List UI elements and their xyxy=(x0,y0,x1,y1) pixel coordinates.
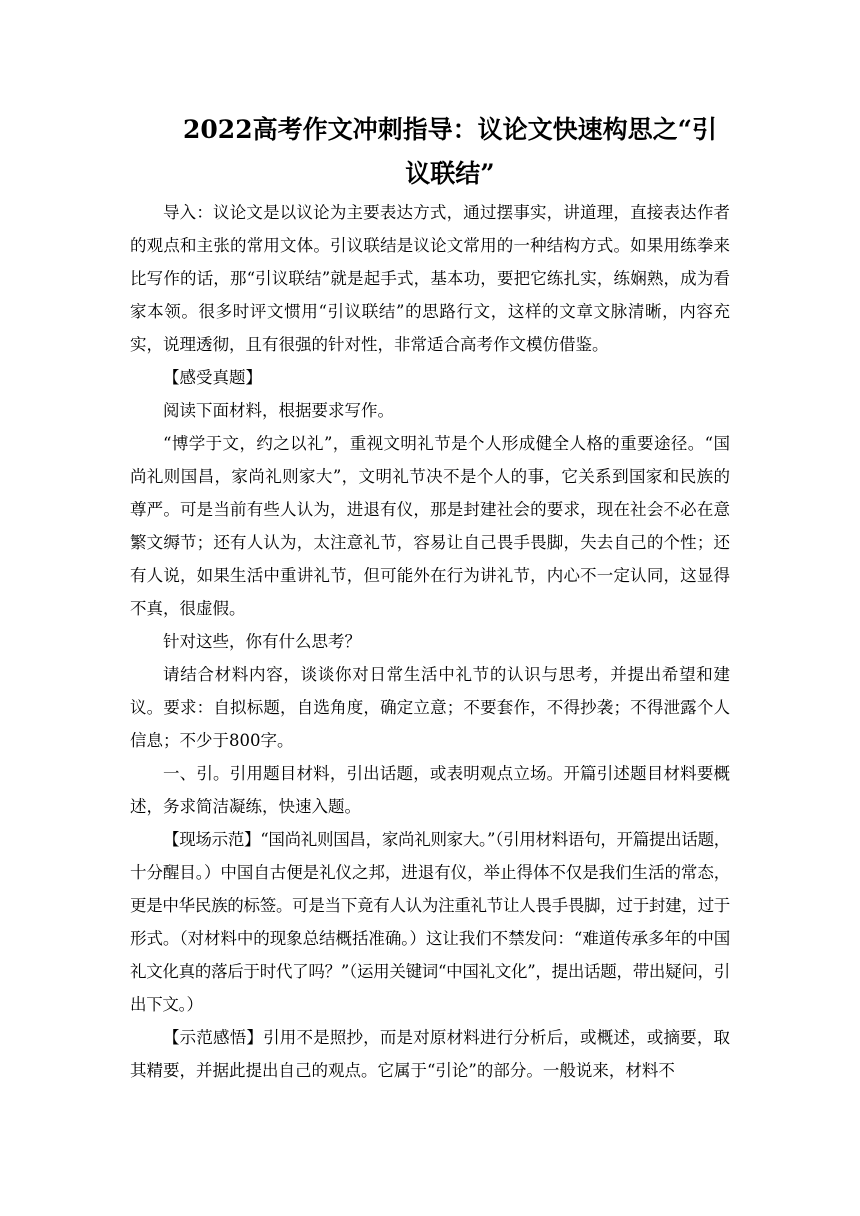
instruction-paragraph: 阅读下面材料，根据要求写作。 xyxy=(163,401,394,420)
insight-paragraph: 【示范感悟】引用不是照抄，而是对原材料进行分析后，或概述，或摘要，取其精要，并据此提出自己的观点。它属于“引论”的部分。一般说来，材料不 xyxy=(130,1028,730,1080)
document-body xyxy=(130,196,730,1087)
question-paragraph: 针对这些，你有什么思考？ xyxy=(163,632,361,651)
demo-paragraph: 【现场示范】“国尚礼则国昌，家尚礼则家大。”（引用材料语句，开篇提出话题，十分醒目。）中国自古便是礼仪之邦，进退有仪，举止得体不仅是我们生活的常态，更是中华民族的标签。可是当下竟有人认为注重礼节让人畏手畏脚，过于封建，过于形式。（对材料中的现象总结概括准确。）这让我们不禁发问：“难道传承多年的中国礼文化真的落后于时代了吗？”（运用关键词“中国礼文化”，提出话题，带出疑问，引出下文。） xyxy=(130,830,730,1014)
title-line-1: 2022高考作文冲刺指导：议论文快速构思之“引 xyxy=(183,115,717,144)
step-one-paragraph: 一、引。引用题目材料，引出话题，或表明观点立场。开篇引述题目材料要概述，务求简洁凝练，快速入题。 xyxy=(130,764,730,816)
section-heading-real-exam: 【感受真题】 xyxy=(163,368,262,387)
title-line-2: 议联结” xyxy=(405,159,495,188)
document-page xyxy=(130,108,730,1087)
material-paragraph: “博学于文，约之以礼”，重视文明礼节是个人形成健全人格的重要途径。“国尚礼则国昌，家尚礼则家大”，文明礼节决不是个人的事，它关系到国家和民族的尊严。可是当前有些人认为，进退有仪，那是封建社会的要求，现在社会不必在意繁文缛节；还有人认为，太注意礼节，容易让自己畏手畏脚，失去自己的个性；还有人说，如果生活中重讲礼节，但可能外在行为讲礼节，内心不一定认同，这显得不真，很虚假。 xyxy=(130,434,730,618)
document-title xyxy=(170,108,730,196)
intro-paragraph: 导入：议论文是以议论为主要表达方式，通过摆事实，讲道理，直接表达作者的观点和主张的常用文体。引议联结是议论文常用的一种结构方式。如果用练拳来比写作的话，那“引议联结”就是起手式，基本功，要把它练扎实，练娴熟，成为看家本领。很多时评文惯用“引议联结”的思路行文，这样的文章文脉清晰，内容充实，说理透彻，且有很强的针对性，非常适合高考作文模仿借鉴。 xyxy=(130,203,730,354)
requirement-paragraph: 请结合材料内容，谈谈你对日常生活中礼节的认识与思考，并提出希望和建议。要求：自拟标题，自选角度，确定立意；不要套作，不得抄袭；不得泄露个人信息；不少于800字。 xyxy=(130,665,730,750)
